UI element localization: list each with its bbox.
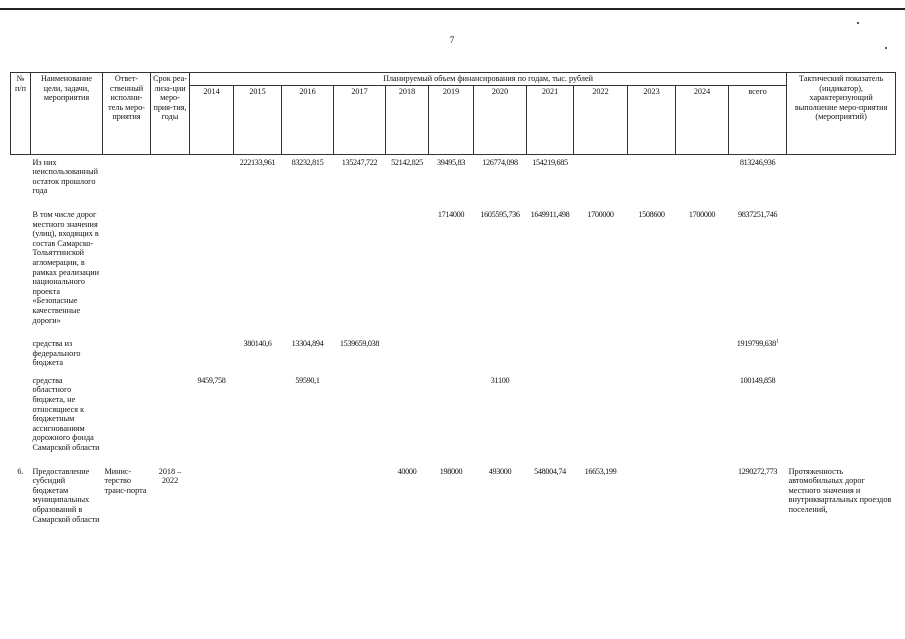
cell-2015: 222133,961 <box>239 157 276 167</box>
cell-2021: 154219,685 <box>532 157 568 167</box>
row-term: 2018 – 2022 <box>158 466 182 486</box>
cell-2019: 1714000 <box>437 209 465 219</box>
header-name: Наименование цели, задачи, мероприятия <box>31 73 103 155</box>
row-indicator <box>787 375 896 454</box>
cell-2018 <box>386 209 429 326</box>
cell-2022 <box>574 154 628 197</box>
cell-2023: 1508600 <box>638 209 665 219</box>
cell-2022: 16653,199 <box>584 466 617 476</box>
cell-2015 <box>234 209 282 326</box>
row-term <box>151 338 190 369</box>
cell-2016 <box>282 209 334 326</box>
row-name: средства из федерального бюджета <box>32 339 81 368</box>
cell-2024 <box>676 154 729 197</box>
cell-2020 <box>474 338 527 369</box>
cell-2014: 9459,758 <box>197 375 226 385</box>
cell-2021: 548004,74 <box>534 466 566 476</box>
table-row <box>11 209 896 326</box>
cell-2015 <box>234 375 282 454</box>
row-indicator <box>787 154 896 197</box>
cell-2015 <box>234 466 282 526</box>
header-responsible: Ответ-ственный исполни-тель меро-приятия <box>103 73 151 155</box>
cell-2019: 39495,83 <box>437 157 465 167</box>
cell-total <box>729 338 787 369</box>
row-term <box>151 154 190 197</box>
cell-2022 <box>574 338 628 369</box>
row-name: Из них неиспользованный остаток прошлого года <box>32 157 99 196</box>
row-name: Предоставление субсидий бюджетам муниципальных образований в Самарской области <box>32 466 100 524</box>
cell-2018 <box>386 338 429 369</box>
cell-2020: 1605595,736 <box>480 209 520 219</box>
header-year: 2016 <box>282 85 334 154</box>
header-year: 2021 <box>527 85 574 154</box>
table-row <box>11 466 896 526</box>
cell-2024 <box>676 338 729 369</box>
cell-total: 813246,936 <box>739 157 776 167</box>
row-spacer <box>11 454 896 466</box>
header-total: всего <box>729 85 787 154</box>
row-indicator <box>787 209 896 326</box>
cell-2017: 1539659,038 <box>339 339 380 349</box>
header-year: 2015 <box>234 85 282 154</box>
row-responsible <box>103 209 151 326</box>
row-name: В том числе дорог местного значения (улиц), входящих в состав Самарско-Тольяттинской агломерации, в рамках реализации национального проекта «Безопасные качественные дороги» <box>32 209 100 325</box>
cell-2022 <box>574 375 628 454</box>
cell-2016: 59590,1 <box>295 375 320 385</box>
cell-2017 <box>334 466 386 526</box>
cell-2014 <box>190 154 234 197</box>
total-value: 1919799,638 <box>736 339 776 349</box>
row-spacer <box>11 197 896 209</box>
cell-2016: 13304,894 <box>291 339 324 349</box>
cell-2018 <box>386 375 429 454</box>
row-name: средства областного бюджета, не относящиеся к бюджетным ассигнованиям дорожного фонда Самарской области <box>32 375 100 453</box>
row-indicator <box>787 338 896 369</box>
cell-2024: 1700000 <box>688 209 716 219</box>
header-year: 2024 <box>676 85 729 154</box>
cell-2016 <box>282 466 334 526</box>
header-year: 2018 <box>386 85 429 154</box>
cell-2014 <box>190 466 234 526</box>
cell-2017 <box>334 209 386 326</box>
row-responsible <box>103 375 151 454</box>
row-responsible <box>103 154 151 197</box>
page-number: 7 <box>449 35 455 45</box>
header-planned-financing: Планируемый объем финансирования по годам, тыс. рублей <box>190 73 787 86</box>
header-year: 2023 <box>628 85 676 154</box>
header-term: Срок реа-лиза-ции меро-прия-тия, годы <box>151 73 190 155</box>
row-responsible <box>103 338 151 369</box>
cell-2015: 380140,6 <box>243 339 272 349</box>
cell-2019 <box>429 375 474 454</box>
header-year: 2019 <box>429 85 474 154</box>
cell-2020: 126774,098 <box>482 157 518 167</box>
cell-total: 9837251,746 <box>737 209 778 219</box>
cell-2017: 135247,722 <box>341 157 378 167</box>
header-year: 2014 <box>190 85 234 154</box>
cell-2021 <box>527 375 574 454</box>
cell-2022: 1700000 <box>587 209 614 219</box>
cell-2024 <box>676 466 729 526</box>
cell-2014 <box>190 209 234 326</box>
cell-2014 <box>190 338 234 369</box>
row-indicator: Протяженность автомобильных дорог местного значения и внутриквартальных проездов поселений, <box>788 466 892 514</box>
scan-speck <box>857 22 859 24</box>
header-year: 2022 <box>574 85 628 154</box>
scan-speck <box>885 47 887 49</box>
cell-total: 1290272,773 <box>737 466 778 476</box>
row-no <box>11 209 31 326</box>
financing-table <box>10 72 896 525</box>
cell-2020: 493000 <box>488 466 512 476</box>
header-indicator: Тактический показатель (индикатор), характеризующий выполнение меро-приятия (мероприятий) <box>787 73 896 155</box>
cell-2020: 31100 <box>490 375 510 385</box>
row-no <box>11 154 31 197</box>
row-responsible: Минис-терство транс-порта <box>104 466 147 495</box>
table-row <box>11 338 896 369</box>
row-no <box>11 375 31 454</box>
row-no <box>11 338 31 369</box>
cell-total: 100149,858 <box>739 375 776 385</box>
row-spacer <box>11 326 896 338</box>
header-year: 2020 <box>474 85 527 154</box>
cell-2024 <box>676 375 729 454</box>
cell-2023 <box>628 375 676 454</box>
cell-2019: 198000 <box>439 466 463 476</box>
cell-2021 <box>527 338 574 369</box>
cell-2021: 1649911,498 <box>530 209 570 219</box>
table-row <box>11 375 896 454</box>
cell-2017 <box>334 375 386 454</box>
table-row <box>11 154 896 197</box>
row-term <box>151 209 190 326</box>
top-border-line <box>0 8 905 10</box>
row-no: 6. <box>17 466 24 476</box>
row-term <box>151 375 190 454</box>
cell-2016: 83232,815 <box>291 157 324 167</box>
cell-2023 <box>628 154 676 197</box>
header-no: № п/п <box>11 73 31 155</box>
cell-2018: 52142,825 <box>391 157 423 167</box>
cell-2023 <box>628 338 676 369</box>
cell-2018: 40000 <box>397 466 417 476</box>
header-year: 2017 <box>334 85 386 154</box>
footnote-mark: 1 <box>775 338 779 345</box>
cell-2019 <box>429 338 474 369</box>
cell-2023 <box>628 466 676 526</box>
